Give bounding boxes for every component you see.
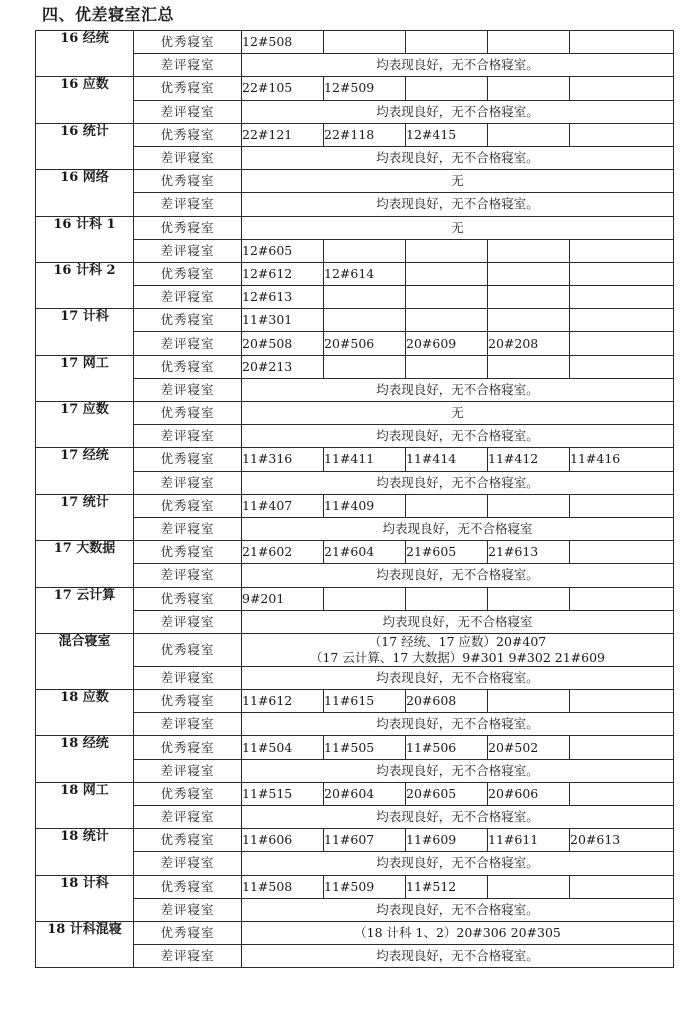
rating-type-cell: 差评寝室	[134, 945, 242, 968]
table-row	[36, 170, 674, 193]
room-cell: 20#502	[488, 736, 570, 759]
room-cell: 20#609	[406, 332, 488, 355]
table-row	[36, 355, 674, 378]
note-cell: 均表现良好，无不合格寝室。	[242, 378, 674, 401]
room-cell	[324, 355, 406, 378]
note-cell: 均表现良好，无不合格寝室。	[242, 54, 674, 77]
room-cell: 21#602	[242, 541, 324, 564]
rating-type-cell: 差评寝室	[134, 193, 242, 216]
table-row	[36, 31, 674, 54]
room-cell	[406, 77, 488, 100]
rating-type-cell: 优秀寝室	[134, 875, 242, 898]
room-cell: 11#611	[488, 829, 570, 852]
mixed-dorm-line: （17 云计算、17 大数据）9#301 9#302 21#609	[309, 649, 605, 665]
rating-type-cell: 差评寝室	[134, 898, 242, 921]
rating-type-cell: 差评寝室	[134, 332, 242, 355]
note-cell: 均表现良好，无不合格寝室。	[242, 806, 674, 829]
class-name-cell: 18 统计	[36, 829, 134, 875]
room-cell: 12#508	[242, 31, 324, 54]
room-cell: 21#605	[406, 541, 488, 564]
class-name-cell: 17 统计	[36, 494, 134, 540]
rating-type-cell: 差评寝室	[134, 54, 242, 77]
table-row	[36, 309, 674, 332]
room-cell	[488, 875, 570, 898]
room-cell: 11#615	[324, 690, 406, 713]
class-name-cell: 16 应数	[36, 77, 134, 123]
rating-type-cell: 差评寝室	[134, 100, 242, 123]
room-cell: 11#316	[242, 448, 324, 471]
rating-type-cell: 差评寝室	[134, 852, 242, 875]
room-cell: 21#604	[324, 541, 406, 564]
room-cell: 20#208	[488, 332, 570, 355]
class-name-cell: 18 计科混寝	[36, 921, 134, 967]
class-name-cell: 16 经统	[36, 31, 134, 77]
note-cell: 均表现良好，无不合格寝室。	[242, 945, 674, 968]
class-name-cell: 17 计科	[36, 309, 134, 355]
note-cell: 均表现良好，无不合格寝室。	[242, 100, 674, 123]
room-cell	[488, 494, 570, 517]
note-cell: 均表现良好，无不合格寝室。	[242, 193, 674, 216]
room-cell: 20#213	[242, 355, 324, 378]
rating-type-cell: 优秀寝室	[134, 690, 242, 713]
room-cell	[406, 286, 488, 309]
room-cell: 11#412	[488, 448, 570, 471]
rating-type-cell: 差评寝室	[134, 713, 242, 736]
page-title: 四、优差寝室汇总	[42, 5, 175, 24]
room-cell	[570, 541, 674, 564]
note-cell: 均表现良好，无不合格寝室。	[242, 898, 674, 921]
note-cell: 均表现良好，无不合格寝室	[242, 517, 674, 540]
room-cell: 20#604	[324, 782, 406, 805]
room-cell: 21#613	[488, 541, 570, 564]
room-cell	[570, 494, 674, 517]
class-name-cell: 17 大数据	[36, 541, 134, 587]
room-cell: 11#506	[406, 736, 488, 759]
table-row	[36, 123, 674, 146]
rating-type-cell: 优秀寝室	[134, 170, 242, 193]
note-cell: 均表现良好，无不合格寝室。	[242, 713, 674, 736]
room-cell: 12#509	[324, 77, 406, 100]
rating-type-cell: 差评寝室	[134, 806, 242, 829]
room-cell: 11#609	[406, 829, 488, 852]
table-row	[36, 541, 674, 564]
room-cell	[570, 782, 674, 805]
room-cell	[570, 875, 674, 898]
room-cell: 20#506	[324, 332, 406, 355]
table-row	[36, 782, 674, 805]
rating-type-cell: 优秀寝室	[134, 541, 242, 564]
note-cell: 均表现良好，无不合格寝室。	[242, 471, 674, 494]
room-cell: 11#416	[570, 448, 674, 471]
room-cell	[570, 239, 674, 262]
note-cell: 均表现良好，无不合格寝室。	[242, 852, 674, 875]
room-cell: 22#118	[324, 123, 406, 146]
table-row	[36, 921, 674, 944]
rating-type-cell: 优秀寝室	[134, 587, 242, 610]
note-cell: 无	[242, 170, 674, 193]
rating-type-cell: 优秀寝室	[134, 31, 242, 54]
rating-type-cell: 优秀寝室	[134, 448, 242, 471]
room-cell	[488, 77, 570, 100]
room-cell	[570, 123, 674, 146]
room-cell: 11#612	[242, 690, 324, 713]
room-cell	[324, 309, 406, 332]
room-cell	[570, 690, 674, 713]
note-cell: 均表现良好，无不合格寝室。	[242, 425, 674, 448]
room-cell: 11#301	[242, 309, 324, 332]
room-cell: 12#605	[242, 239, 324, 262]
room-cell	[488, 690, 570, 713]
rating-type-cell: 优秀寝室	[134, 355, 242, 378]
rating-type-cell: 差评寝室	[134, 471, 242, 494]
room-cell: 22#105	[242, 77, 324, 100]
class-name-cell: 18 网工	[36, 782, 134, 828]
table-row	[36, 690, 674, 713]
room-cell: 20#508	[242, 332, 324, 355]
class-name-cell: 17 经统	[36, 448, 134, 494]
rating-type-cell: 优秀寝室	[134, 494, 242, 517]
room-cell: 11#407	[242, 494, 324, 517]
room-cell	[570, 332, 674, 355]
room-cell: 11#607	[324, 829, 406, 852]
room-cell	[406, 262, 488, 285]
note-cell: 均表现良好，无不合格寝室	[242, 610, 674, 633]
room-cell	[406, 355, 488, 378]
note-cell: 均表现良好，无不合格寝室。	[242, 146, 674, 169]
table-row	[36, 402, 674, 425]
table-row	[36, 633, 674, 666]
table-row	[36, 829, 674, 852]
room-cell	[488, 123, 570, 146]
class-name-cell: 16 统计	[36, 123, 134, 169]
room-cell: 11#508	[242, 875, 324, 898]
class-name-cell: 16 网络	[36, 170, 134, 216]
rating-type-cell: 优秀寝室	[134, 309, 242, 332]
room-cell	[406, 494, 488, 517]
room-cell	[488, 309, 570, 332]
table-row	[36, 262, 674, 285]
room-cell	[324, 587, 406, 610]
room-cell	[488, 355, 570, 378]
class-name-cell: 16 计科 2	[36, 262, 134, 308]
rating-type-cell: 优秀寝室	[134, 216, 242, 239]
table-body	[36, 31, 674, 968]
rating-type-cell: 优秀寝室	[134, 921, 242, 944]
rating-type-cell: 优秀寝室	[134, 77, 242, 100]
room-cell	[570, 736, 674, 759]
room-cell: 12#612	[242, 262, 324, 285]
room-cell	[570, 355, 674, 378]
note-cell: 无	[242, 402, 674, 425]
room-cell: 11#606	[242, 829, 324, 852]
rating-type-cell: 差评寝室	[134, 286, 242, 309]
room-cell: 20#613	[570, 829, 674, 852]
table-row	[36, 736, 674, 759]
rating-type-cell: 优秀寝室	[134, 829, 242, 852]
room-cell	[324, 31, 406, 54]
class-name-cell: 18 经统	[36, 736, 134, 782]
rating-type-cell: 优秀寝室	[134, 123, 242, 146]
rating-type-cell: 优秀寝室	[134, 633, 242, 666]
room-cell	[324, 239, 406, 262]
room-cell: 11#512	[406, 875, 488, 898]
table-row	[36, 216, 674, 239]
table-row	[36, 448, 674, 471]
note-cell: 无	[242, 216, 674, 239]
rating-type-cell: 差评寝室	[134, 666, 242, 689]
table-row	[36, 494, 674, 517]
room-cell	[406, 239, 488, 262]
room-cell	[488, 587, 570, 610]
class-name-cell: 17 云计算	[36, 587, 134, 633]
table-row	[36, 875, 674, 898]
room-cell: 11#409	[324, 494, 406, 517]
room-cell	[406, 587, 488, 610]
room-cell	[406, 31, 488, 54]
room-cell	[570, 286, 674, 309]
room-cell: 11#505	[324, 736, 406, 759]
mixed-dorm-line: （17 经统、17 应数）20#407	[368, 633, 547, 649]
room-cell: 11#504	[242, 736, 324, 759]
rating-type-cell: 差评寝室	[134, 564, 242, 587]
note-cell: （18 计科 1、2）20#306 20#305	[242, 921, 674, 944]
room-cell: 11#509	[324, 875, 406, 898]
rating-type-cell: 差评寝室	[134, 517, 242, 540]
rating-type-cell: 优秀寝室	[134, 402, 242, 425]
mixed-dorm-cell	[242, 633, 674, 666]
room-cell	[488, 31, 570, 54]
dorm-summary-table	[35, 30, 674, 968]
room-cell	[570, 262, 674, 285]
table-row	[36, 587, 674, 610]
note-cell: 均表现良好，无不合格寝室。	[242, 759, 674, 782]
class-name-cell: 17 网工	[36, 355, 134, 401]
rating-type-cell: 差评寝室	[134, 146, 242, 169]
class-name-cell: 18 计科	[36, 875, 134, 921]
class-name-cell: 混合寝室	[36, 633, 134, 689]
room-cell	[570, 587, 674, 610]
class-name-cell: 17 应数	[36, 402, 134, 448]
rating-type-cell: 差评寝室	[134, 610, 242, 633]
rating-type-cell: 差评寝室	[134, 759, 242, 782]
room-cell: 22#121	[242, 123, 324, 146]
room-cell	[488, 262, 570, 285]
class-name-cell: 18 应数	[36, 690, 134, 736]
room-cell: 11#414	[406, 448, 488, 471]
room-cell: 20#608	[406, 690, 488, 713]
room-cell: 20#605	[406, 782, 488, 805]
room-cell: 9#201	[242, 587, 324, 610]
room-cell: 12#613	[242, 286, 324, 309]
rating-type-cell: 差评寝室	[134, 425, 242, 448]
note-cell: 均表现良好，无不合格寝室。	[242, 564, 674, 587]
class-name-cell: 16 计科 1	[36, 216, 134, 262]
room-cell: 12#415	[406, 123, 488, 146]
room-cell: 12#614	[324, 262, 406, 285]
note-cell: 均表现良好，无不合格寝室。	[242, 666, 674, 689]
rating-type-cell: 差评寝室	[134, 378, 242, 401]
table-row	[36, 77, 674, 100]
rating-type-cell: 差评寝室	[134, 239, 242, 262]
room-cell: 11#515	[242, 782, 324, 805]
rating-type-cell: 优秀寝室	[134, 262, 242, 285]
room-cell	[406, 309, 488, 332]
room-cell	[324, 286, 406, 309]
rating-type-cell: 优秀寝室	[134, 782, 242, 805]
room-cell	[570, 309, 674, 332]
room-cell	[488, 239, 570, 262]
room-cell: 20#606	[488, 782, 570, 805]
room-cell	[488, 286, 570, 309]
room-cell	[570, 77, 674, 100]
room-cell	[570, 31, 674, 54]
rating-type-cell: 优秀寝室	[134, 736, 242, 759]
room-cell: 11#411	[324, 448, 406, 471]
